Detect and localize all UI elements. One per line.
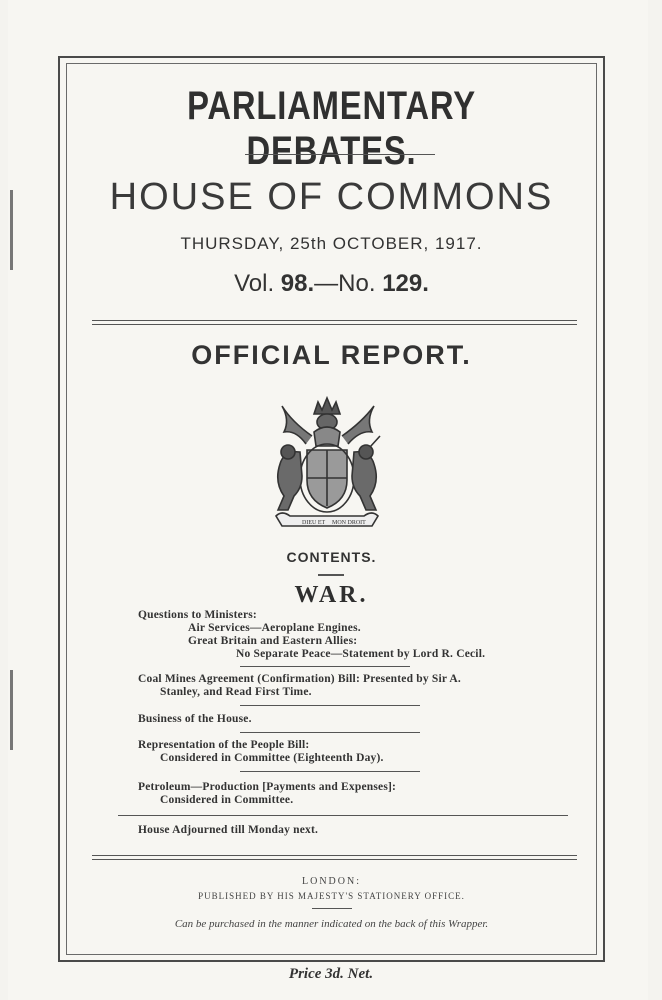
divider	[312, 908, 352, 909]
contents-item: Considered in Committee (Eighteenth Day).	[160, 752, 384, 764]
contents-heading: CONTENTS.	[286, 549, 377, 565]
report-title: OFFICIAL REPORT.	[191, 340, 472, 370]
publisher: PUBLISHED BY HIS MAJESTY'S STATIONERY OFFICE.	[198, 891, 465, 901]
contents-item: Air Services—Aeroplane Engines.	[188, 622, 361, 634]
royal-coat-of-arms-icon	[262, 392, 392, 532]
contents-item: House Adjourned till Monday next.	[138, 824, 319, 836]
contents-item: Stanley, and Read First Time.	[160, 686, 312, 698]
house-title: HOUSE OF COMMONS	[109, 176, 554, 218]
contents-item: Great Britain and Eastern Allies:	[188, 635, 358, 647]
contents-item: Considered in Committee.	[160, 794, 294, 806]
motto-left: DIEU ET	[302, 520, 326, 526]
contents-item: No Separate Peace—Statement by Lord R. Cecil.	[236, 648, 486, 660]
sitting-date: THURSDAY, 25th OCTOBER, 1917.	[180, 234, 483, 253]
volume-number: Vol. 98.—No. 129.	[234, 270, 429, 297]
divider	[240, 771, 420, 772]
divider	[118, 815, 568, 816]
publication-title: PARLIAMENTARY DEBATES.	[187, 84, 476, 173]
contents-item: Business of the House.	[138, 713, 252, 725]
double-divider	[92, 320, 577, 325]
motto-right: MON DROIT	[332, 520, 366, 526]
contents-item: Questions to Ministers:	[138, 609, 257, 621]
section-heading: WAR.	[294, 582, 369, 608]
divider	[318, 574, 344, 576]
divider	[240, 732, 420, 733]
purchase-note: Can be purchased in the manner indicated on the back of this Wrapper.	[174, 918, 489, 930]
contents-item: Petroleum—Production [Payments and Expenses]:	[138, 781, 397, 793]
binding-mark	[10, 670, 13, 750]
divider	[240, 705, 420, 706]
contents-item: Representation of the People Bill:	[138, 739, 310, 751]
divider	[240, 666, 410, 667]
binding-mark	[10, 190, 13, 270]
divider	[245, 154, 435, 155]
publication-city: LONDON:	[302, 876, 361, 887]
contents-item: Coal Mines Agreement (Confirmation) Bill: Presented by Sir A.	[138, 673, 461, 685]
price: Price 3d. Net.	[288, 966, 374, 982]
double-divider	[92, 855, 577, 860]
